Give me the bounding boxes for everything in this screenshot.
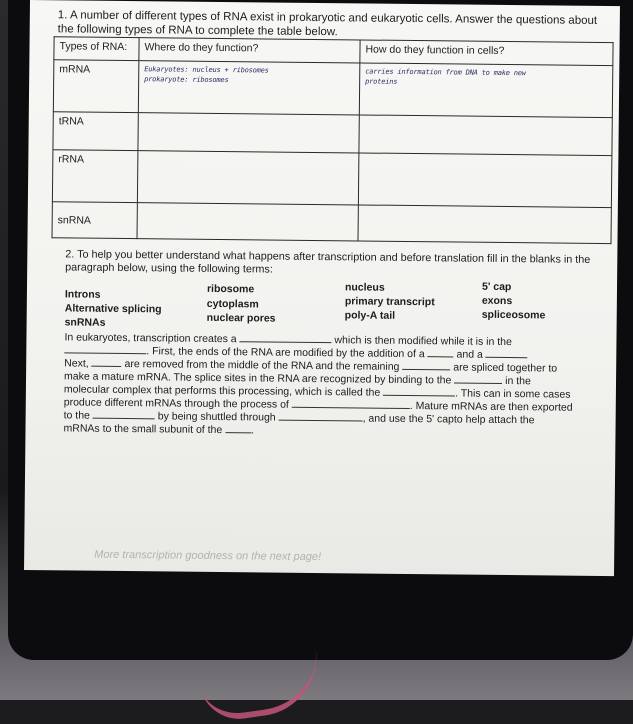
term: exons <box>481 294 513 308</box>
term: snRNAs <box>64 316 106 329</box>
term: Alternative splicing <box>64 302 162 316</box>
paragraph-text: to the <box>63 409 93 422</box>
answer-cell-how[interactable] <box>359 115 612 156</box>
term: Introns <box>64 288 101 301</box>
handwritten-answer: Eukaryotes: nucleus + ribosomes <box>144 65 269 75</box>
blank[interactable] <box>240 332 332 343</box>
paragraph-text: . First, the ends of the RNA are modified by the addition of a <box>146 345 428 361</box>
question-1-prompt: 1. A number of different types of RNA exist in prokaryotic and eukaryotic cells. Answer the questions about the following types of RNA to complete the table below. <box>57 9 598 39</box>
answer-cell-where[interactable] <box>138 61 360 115</box>
term: poly-A tail <box>344 309 396 322</box>
paragraph-text: make a mature mRNA. The splice sites in the RNA are recognized by binding to the <box>63 370 455 387</box>
paragraph-text: . This can in some cases <box>455 387 571 401</box>
answer-cell-where[interactable] <box>137 151 359 205</box>
term: cytoplasm <box>206 297 259 311</box>
blank[interactable] <box>225 423 251 433</box>
term: 5' cap <box>481 280 512 294</box>
paragraph-text: and a <box>453 348 486 361</box>
question-2-prompt: 2. To help you better understand what happens after transcription and before translation fill in the blanks in the paragraph below, using the following terms: <box>65 248 591 276</box>
term: nuclear pores <box>206 311 276 325</box>
rna-table <box>52 36 614 244</box>
answer-cell-how[interactable] <box>358 153 612 208</box>
paragraph-text: . <box>251 424 255 437</box>
paragraph-text: are removed from the middle of the RNA and the remaining <box>121 357 403 373</box>
paragraph-text: , and use the 5' capto help attach the <box>362 412 535 427</box>
paragraph-text: produce different mRNAs through the process of <box>63 396 292 411</box>
paragraph-text: which is then modified while it is in the <box>331 334 512 349</box>
answer-cell-where[interactable] <box>138 113 359 153</box>
blank[interactable] <box>402 360 450 371</box>
handwritten-answer: proteins <box>365 77 398 86</box>
paragraph-text: molecular complex that performs this processing, which is called the <box>63 383 384 399</box>
term: primary transcript <box>344 295 435 309</box>
next-page-note: More transcription goodness on the next page! <box>94 548 322 564</box>
worksheet-page <box>24 0 620 576</box>
blank[interactable] <box>93 409 155 420</box>
paragraph-text: in the <box>502 374 531 388</box>
answer-cell-where[interactable] <box>137 203 358 241</box>
term: spliceosome <box>481 308 546 322</box>
handwritten-answer: prokaryote: ribosomes <box>144 75 229 85</box>
answer-cell-how[interactable] <box>359 63 613 118</box>
table-row-rrna <box>52 150 612 208</box>
header-where: Where do they function? <box>139 38 360 63</box>
blank[interactable] <box>454 373 502 384</box>
paragraph-text: In eukaryotes, transcription creates a <box>64 331 240 346</box>
term: ribosome <box>206 282 255 296</box>
table-row-mrna <box>53 60 613 118</box>
blank[interactable] <box>64 343 146 354</box>
answer-cell-how[interactable] <box>358 205 611 244</box>
row-label: snRNA <box>52 202 137 239</box>
paragraph-text: by being shuttled through <box>154 410 279 424</box>
row-label: tRNA <box>53 112 138 151</box>
header-how: How do they function in cells? <box>360 40 613 66</box>
table-row-snrna <box>52 202 611 244</box>
row-label: mRNA <box>53 60 139 113</box>
paragraph-text: . Mature mRNAs are then exported <box>409 399 573 414</box>
blank[interactable] <box>292 398 410 409</box>
table-row-trna <box>53 112 612 156</box>
paragraph-text: mRNAs to the small subunit of the <box>63 422 226 437</box>
blank[interactable] <box>486 348 528 358</box>
handwritten-answer: carries information from DNA to make new <box>365 67 526 78</box>
paragraph-text: Next, <box>64 357 92 370</box>
blank[interactable] <box>428 347 454 357</box>
term: nucleus <box>344 281 385 294</box>
blank[interactable] <box>279 411 363 422</box>
blank[interactable] <box>92 357 122 367</box>
header-types: Types of RNA: <box>54 37 139 61</box>
paragraph-text: are spliced together to <box>450 361 558 375</box>
row-label: rRNA <box>52 150 138 203</box>
blank[interactable] <box>383 386 455 397</box>
